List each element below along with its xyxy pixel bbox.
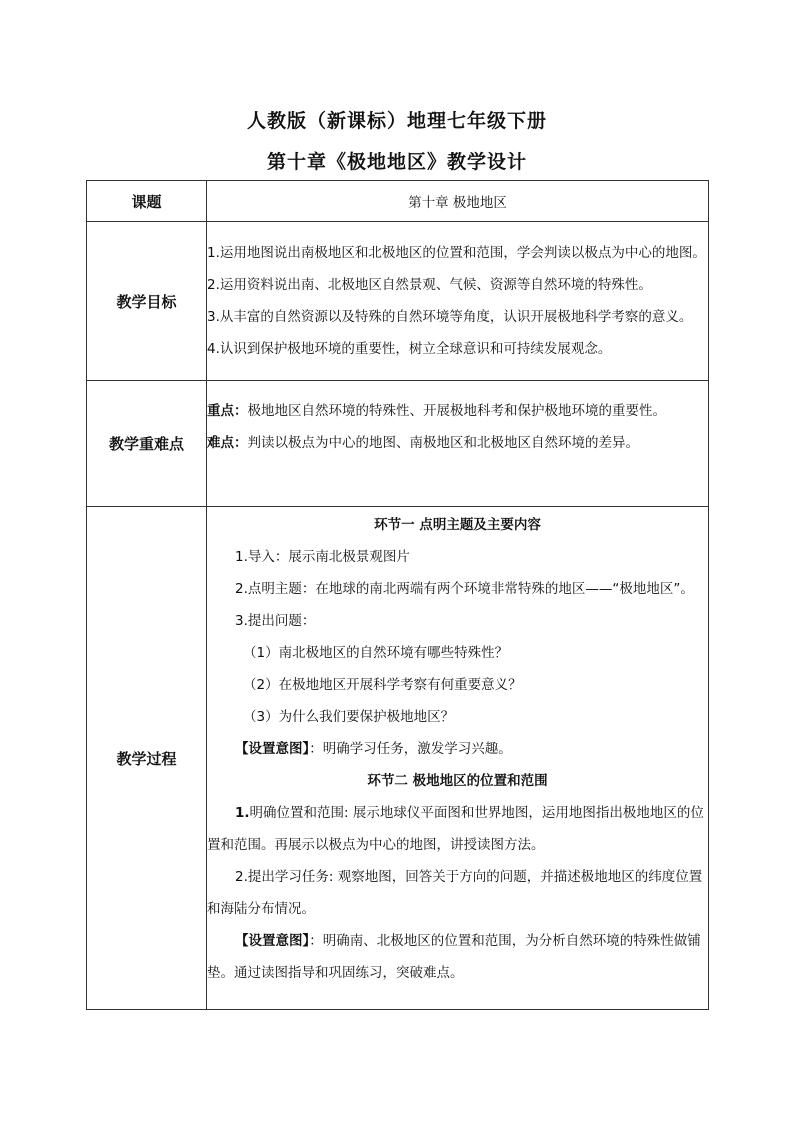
intent-text: ：明确南、北极地区的位置和范围，为分析自然环境的特殊性做铺垫。通过读图指导和巩固练习，突破难点。 [207, 933, 701, 981]
section-2-item-1 [207, 797, 708, 861]
section-2-title: 环节二 极地地区的位置和范围 [367, 773, 548, 789]
goal-item-2: 2.运用资料说出南、北极地区自然景观、气候、资源等自然环境的特殊性。 [207, 277, 652, 293]
difficult-point-text: 判读以极点为中心的地图、南极地区和北极地区自然环境的差异。 [247, 435, 639, 451]
section-1-title: 环节一 点明主题及主要内容 [374, 517, 541, 533]
section-2-item-1-text: 明确位置和范围: 展示地球仪平面图和世界地图，运用地图指出极地地区的位置和范围。再展示以极点为中心的地图，讲授读图方法。 [207, 805, 704, 853]
key-point [207, 395, 708, 427]
row-label-goals: 教学目标 [87, 222, 207, 381]
key-point-text: 极地地区自然环境的特殊性、开展极地科考和保护极地环境的重要性。 [247, 403, 666, 419]
table-row-goals [87, 222, 709, 381]
intent-label: 【设置意图】 [235, 933, 310, 949]
question-1: （1）南北极地区的自然环境有哪些特殊性？ [243, 645, 509, 661]
table-row-process [87, 507, 709, 1010]
intent-text: ：明确学习任务，激发学习兴趣。 [309, 741, 512, 757]
section-1-item-2: 2.点明主题：在地球的南北两端有两个环境非常特殊的地区——“极地地区”。 [235, 581, 694, 597]
topic-value: 第十章 极地地区 [207, 181, 709, 222]
goals-cell [207, 222, 709, 381]
difficult-point [207, 427, 708, 459]
intent-label: 【设置意图】 [235, 741, 310, 757]
section-2-item-1-number: 1. [235, 805, 250, 821]
section-1-item-1: 1.导入：展示南北极景观图片 [235, 549, 410, 565]
table-row-topic [87, 181, 709, 222]
goal-item-3: 3.从丰富的自然资源以及特殊的自然环境等角度，认识开展极地科学考察的意义。 [207, 309, 693, 325]
row-label-topic: 课题 [87, 181, 207, 222]
section-1-intent [207, 733, 708, 765]
goal-item-1: 1.运用地图说出南极地区和北极地区的位置和范围，学会判读以极点为中心的地图。 [207, 245, 706, 261]
section-1-item-3: 3.提出问题： [235, 613, 316, 629]
document-title: 人教版（新课标）地理七年级下册 [246, 110, 547, 132]
question-2: （2）在极地地区开展科学考察有何重要意义？ [243, 677, 522, 693]
lesson-plan-table [86, 180, 709, 1010]
goal-item-4: 4.认识到保护极地环境的重要性，树立全球意识和可持续发展观念。 [207, 341, 612, 357]
row-label-process: 教学过程 [87, 507, 207, 1010]
difficult-point-label: 难点： [207, 435, 248, 451]
document-subtitle: 第十章《极地地区》教学设计 [266, 151, 527, 173]
row-label-keys: 教学重难点 [87, 381, 207, 507]
process-cell [207, 507, 709, 1010]
key-point-label: 重点： [207, 403, 248, 419]
keys-cell [207, 381, 709, 507]
section-2-item-2: 2.提出学习任务: 观察地图，回答关于方向的问题，并描述极地地区的纬度位置和海陆分布情况。 [207, 869, 703, 917]
section-2-intent [207, 925, 708, 989]
question-3: （3）为什么我们要保护极地地区？ [243, 709, 455, 725]
table-row-keys [87, 381, 709, 507]
